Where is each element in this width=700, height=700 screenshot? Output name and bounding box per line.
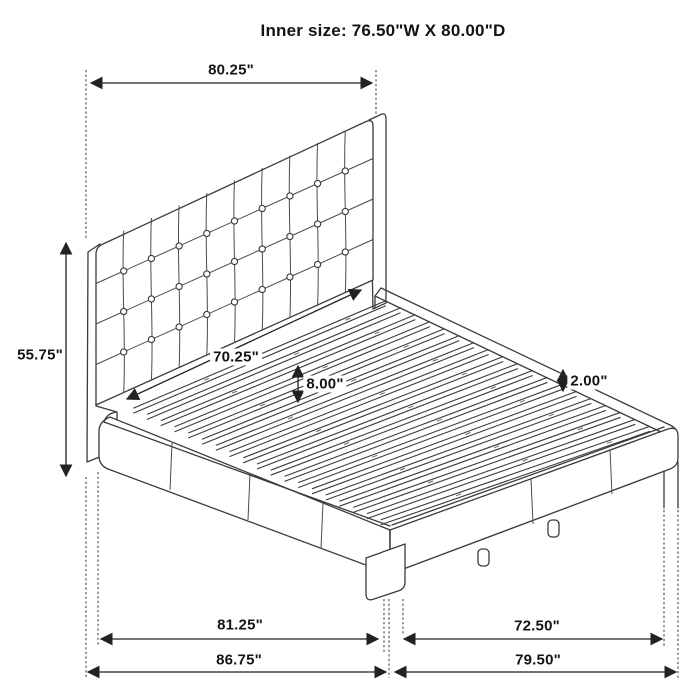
tuft-button — [342, 208, 348, 214]
slat-hole — [466, 433, 471, 435]
support-foot — [548, 520, 559, 537]
slat-edge — [298, 389, 562, 487]
slat — [298, 384, 562, 487]
slat-hole — [523, 459, 528, 461]
tuft-button — [204, 311, 210, 317]
label-headboard-height: 55.75" — [17, 346, 63, 364]
slat-hole — [260, 404, 265, 406]
slat-hole — [316, 430, 321, 432]
slat-edge — [312, 391, 577, 488]
tuft-button — [315, 221, 321, 227]
slat-hole — [380, 393, 385, 395]
label-base-side: 81.25" — [217, 616, 263, 634]
label-headboard-width: 80.25" — [208, 61, 254, 79]
slat-hole — [520, 400, 525, 402]
slat-hole — [433, 359, 438, 361]
slat-hole — [288, 417, 293, 419]
tuft-button — [342, 168, 348, 174]
tuft-button — [148, 255, 154, 261]
slat — [284, 377, 547, 481]
tuft-button — [176, 324, 182, 330]
slat-hole — [462, 373, 467, 375]
tuft-button — [148, 336, 154, 342]
tuft-button — [121, 308, 127, 314]
label-inner-slat-width: 70.25" — [210, 349, 262, 366]
slat-hole — [494, 446, 499, 448]
label-slat-gap: 8.00" — [303, 376, 346, 393]
tuft-button — [342, 249, 348, 255]
tuft-button — [231, 218, 237, 224]
slat-hole — [400, 468, 405, 470]
slat-hole — [372, 455, 377, 457]
tuft-button — [176, 283, 182, 289]
far-side-rail — [375, 288, 678, 436]
slat-hole — [428, 481, 433, 483]
slat-hole — [437, 419, 442, 421]
tuft-button — [231, 299, 237, 305]
slat-hole — [232, 391, 237, 393]
label-overall-depth: 86.75" — [216, 651, 262, 669]
slat-hole — [351, 379, 356, 381]
tuft-button — [259, 246, 265, 252]
tuft-button — [287, 193, 293, 199]
tuft-button — [315, 180, 321, 186]
tuft-button — [176, 243, 182, 249]
tuft-button — [121, 349, 127, 355]
slat-hole — [346, 318, 351, 320]
tuft-button — [231, 258, 237, 264]
label-rail-lip: 2.00" — [567, 373, 610, 390]
slat-hole — [408, 406, 413, 408]
slat-edge — [298, 384, 562, 482]
slat-hole — [549, 414, 554, 416]
slat-hole — [344, 442, 349, 444]
tuft-button — [259, 205, 265, 211]
diagram-title: Inner size: 76.50"W X 80.00"D — [260, 21, 506, 40]
support-foot — [478, 549, 489, 566]
slat — [243, 357, 503, 463]
slat-hole — [323, 366, 328, 368]
tuft-button — [204, 271, 210, 277]
slat — [257, 364, 518, 470]
slat-hole — [607, 441, 612, 443]
tuft-button — [121, 268, 127, 274]
headboard — [87, 114, 386, 462]
label-base-foot: 72.50" — [514, 617, 560, 635]
slat-hole — [456, 494, 461, 496]
tuft-button — [204, 230, 210, 236]
tuft-button — [259, 286, 265, 292]
slat-hole — [294, 353, 299, 355]
slat — [230, 350, 489, 457]
slat-hole — [578, 428, 583, 430]
slat-hole — [375, 332, 380, 334]
slat-hole — [204, 378, 209, 380]
label-overall-width: 79.50" — [515, 651, 561, 669]
tuft-button — [315, 261, 321, 267]
near-rail-face — [99, 417, 390, 574]
tuft-button — [287, 274, 293, 280]
slat-hole — [404, 346, 409, 348]
tuft-button — [148, 296, 154, 302]
tuft-button — [287, 233, 293, 239]
slat-hole — [491, 387, 496, 389]
